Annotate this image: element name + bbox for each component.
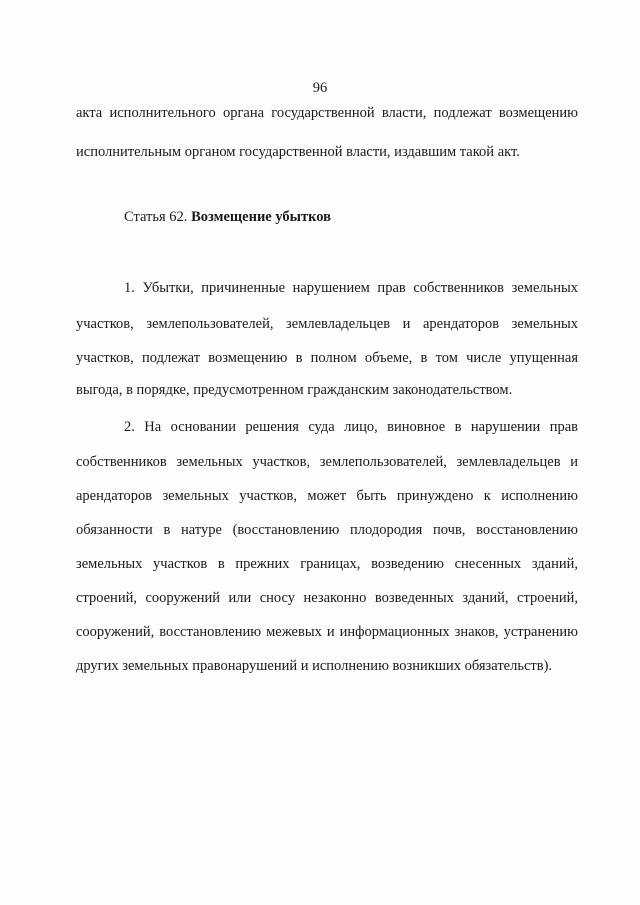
paragraph2-line-6: строений, сооружений или сносу незаконно возведенных зданий, строений, <box>76 590 578 606</box>
paragraph1-line-4: выгода, в порядке, предусмотренном гражданским законодательством. <box>76 382 513 398</box>
article-title: Возмещение убытков <box>191 209 332 225</box>
paragraph1-line-1: 1. Убытки, причиненные нарушением прав собственников земельных <box>124 280 578 296</box>
paragraph1-line-2: участков, землепользователей, землевладельцев и арендаторов земельных <box>76 316 578 332</box>
paragraph2-line-7: сооружений, восстановлению межевых и информационных знаков, устранению <box>76 624 578 640</box>
paragraph2-line-8: других земельных правонарушений и исполнению возникших обязательств). <box>76 658 553 674</box>
paragraph2-line-5: земельных участков в прежних границах, возведению снесенных зданий, <box>76 556 578 572</box>
article-heading <box>124 208 331 226</box>
paragraph2-line-1: 2. На основании решения суда лицо, виновное в нарушении прав <box>124 419 578 435</box>
page-number: 96 <box>312 80 328 96</box>
intro-line-2: исполнительным органом государственной власти, издавшим такой акт. <box>76 144 520 160</box>
intro-line-1: акта исполнительного органа государственной власти, подлежат возмещению <box>76 105 578 121</box>
paragraph2-line-3: арендаторов земельных участков, может быть принуждено к исполнению <box>76 488 578 504</box>
paragraph2-line-2: собственников земельных участков, землепользователей, землевладельцев и <box>76 454 578 470</box>
paragraph2-line-4: обязанности в натуре (восстановлению плодородия почв, восстановлению <box>76 522 578 538</box>
article-label: Статья 62. <box>124 209 188 225</box>
paragraph1-line-3: участков, подлежат возмещению в полном объеме, в том числе упущенная <box>76 350 578 366</box>
